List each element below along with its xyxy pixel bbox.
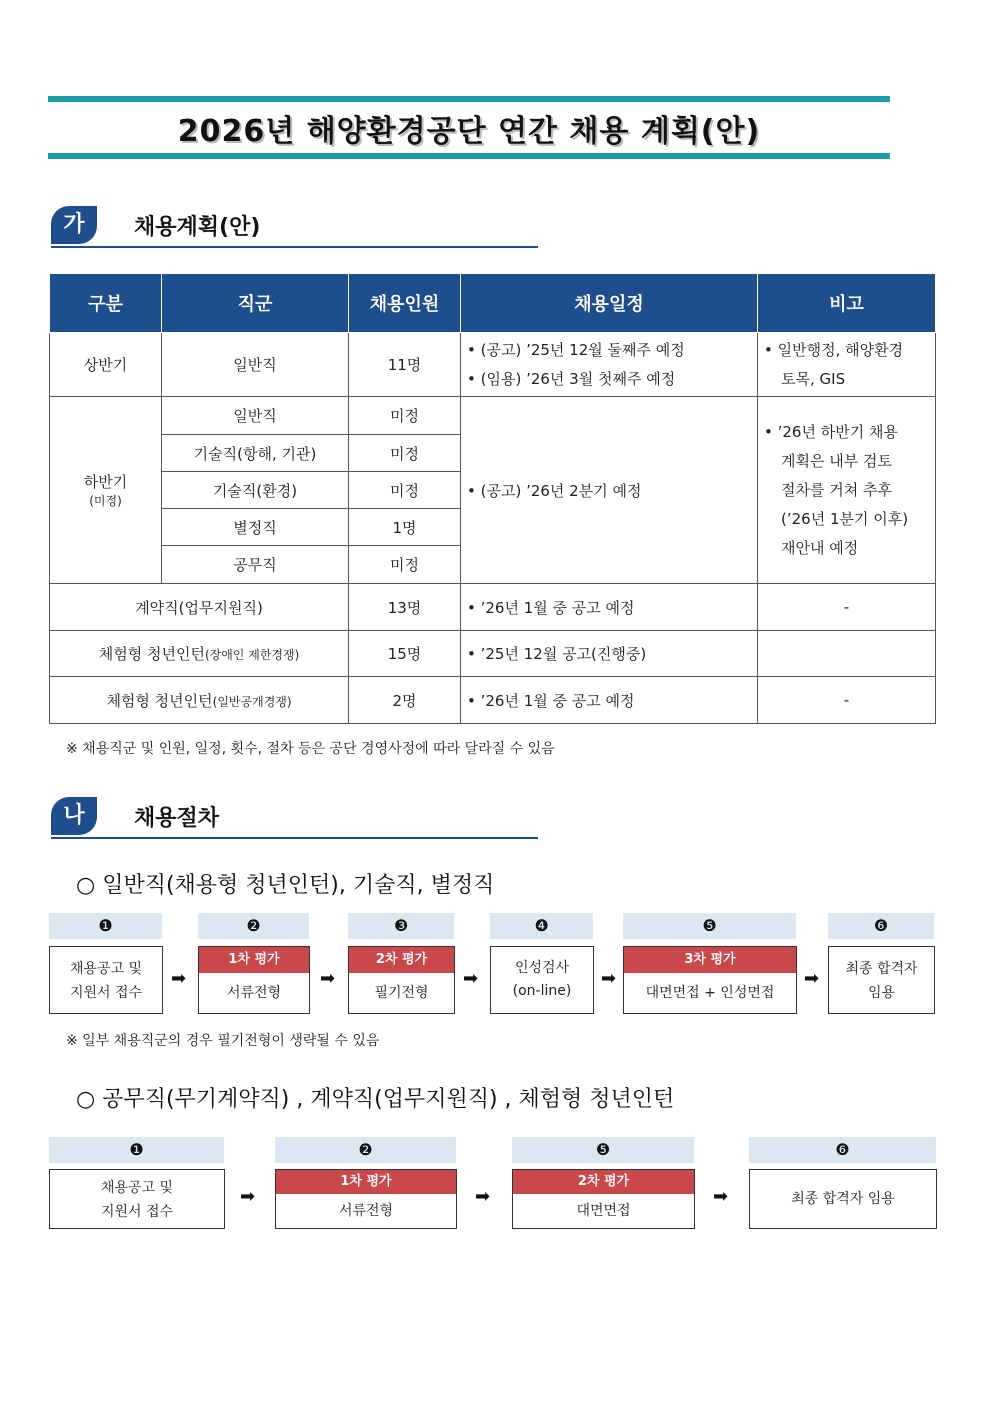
intern-open-note: -: [758, 677, 936, 724]
arrow-icon: ➡: [804, 968, 820, 989]
page-title: 2026년 해양환경공단 연간 채용 계획(안): [177, 114, 761, 149]
intern-open-count: 2명: [349, 677, 461, 724]
p1-step4-number: ❹: [490, 913, 593, 939]
section-a-badge: 가: [51, 206, 97, 244]
intern-disabled-label: 체험형 청년인턴(장애인 제한경쟁): [50, 631, 349, 677]
header-count: 채용인원: [349, 274, 461, 333]
p1-step2-number: ❷: [198, 913, 309, 939]
p1-step3-box: 2차 평가 필기전형: [348, 946, 455, 1014]
second-half-group: 기술직(항해, 기관): [162, 435, 349, 472]
second-half-group: 별정직: [162, 509, 349, 546]
hiring-plan-table: [49, 273, 936, 724]
p2-step2-number: ❷: [275, 1137, 456, 1163]
arrow-icon: ➡: [601, 968, 617, 989]
second-half-label: 하반기 (미정): [50, 397, 162, 584]
p1-step2-box: 1차 평가 서류전형: [198, 946, 310, 1014]
p1-step6-box: 최종 합격자 임용: [828, 946, 935, 1014]
table-row: [50, 677, 936, 724]
p2-step2-box: 1차 평가 서류전형: [275, 1169, 457, 1229]
table-footnote: ※ 채용직군 및 인원, 일정, 횟수, 절차 등은 공단 경영사정에 따라 달라질 수 있음: [66, 741, 555, 757]
arrow-icon: ➡: [320, 968, 336, 989]
header-category: 구분: [50, 274, 162, 333]
p1-step5-number: ❺: [623, 913, 796, 939]
second-half-schedule: • (공고) ’26년 2분기 예정: [461, 397, 758, 584]
p1-step5-box: 3차 평가 대면면접 + 인성면접: [623, 946, 797, 1014]
arrow-icon: ➡: [463, 968, 479, 989]
process1-heading: ○ 일반직(채용형 청년인턴), 기술직, 별정직: [76, 873, 495, 898]
arrow-icon: ➡: [713, 1186, 729, 1207]
section-b-title: 채용절차: [134, 806, 220, 831]
second-half-count: 미정: [349, 472, 461, 509]
second-half-count: 미정: [349, 546, 461, 584]
p2-step4-number: ❻: [749, 1137, 936, 1163]
table-row: [50, 333, 936, 397]
second-half-group: 공무직: [162, 546, 349, 584]
section-b-underline: [51, 837, 538, 839]
arrow-icon: ➡: [240, 1186, 256, 1207]
process1-footnote: ※ 일부 채용직군의 경우 필기전형이 생략될 수 있음: [66, 1033, 380, 1049]
first-half-label: 상반기: [50, 333, 162, 397]
p1-step1-box: 채용공고 및 지원서 접수: [49, 946, 163, 1014]
first-half-group: 일반직: [162, 333, 349, 397]
intern-disabled-note: [758, 631, 936, 677]
p2-step1-box: 채용공고 및 지원서 접수: [49, 1169, 225, 1229]
intern-open-schedule: • ’26년 1월 중 공고 예정: [461, 677, 758, 724]
header-schedule: 채용일정: [461, 274, 758, 333]
title-bottom-rule: [48, 153, 890, 159]
contract-count: 13명: [349, 584, 461, 631]
second-half-count: 미정: [349, 397, 461, 435]
p1-step3-number: ❸: [348, 913, 454, 939]
first-half-note: • 일반행정, 해양환경 토목, GIS: [758, 333, 936, 397]
table-row: [50, 397, 936, 435]
second-half-count: 미정: [349, 435, 461, 472]
intern-disabled-count: 15명: [349, 631, 461, 677]
header-note: 비고: [758, 274, 936, 333]
contract-schedule: • ’26년 1월 중 공고 예정: [461, 584, 758, 631]
intern-disabled-schedule: • ’25년 12월 공고(진행중): [461, 631, 758, 677]
section-a-title: 채용계획(안): [134, 215, 261, 240]
table-header-row: [50, 274, 936, 333]
second-half-group: 일반직: [162, 397, 349, 435]
first-half-count: 11명: [349, 333, 461, 397]
arrow-icon: ➡: [171, 968, 187, 989]
arrow-icon: ➡: [475, 1186, 491, 1207]
contract-note: -: [758, 584, 936, 631]
p2-step1-number: ❶: [49, 1137, 224, 1163]
p2-step4-box: 최종 합격자 임용: [749, 1169, 937, 1229]
section-a-underline: [51, 246, 538, 248]
contract-label: 계약직(업무지원직): [50, 584, 349, 631]
section-b-badge: 나: [51, 797, 97, 835]
second-half-count: 1명: [349, 509, 461, 546]
p2-step3-box: 2차 평가 대면면접: [512, 1169, 695, 1229]
p2-step3-number: ❺: [512, 1137, 694, 1163]
process2-heading: ○ 공무직(무기계약직) , 계약직(업무지원직) , 체험형 청년인턴: [76, 1087, 675, 1112]
table-row: [50, 584, 936, 631]
p1-step4-box: 인성검사 (on-line): [490, 946, 594, 1014]
second-half-note: • ’26년 하반기 채용 계획은 내부 검토 절차를 거쳐 추후 (’26년 1분기 이후) 재안내 예정: [758, 397, 936, 584]
p1-step6-number: ❻: [828, 913, 934, 939]
title-top-rule: [48, 96, 890, 102]
table-row: [50, 631, 936, 677]
second-half-group: 기술직(환경): [162, 472, 349, 509]
header-group: 직군: [162, 274, 349, 333]
first-half-schedule: • (공고) ’25년 12월 둘째주 예정 • (임용) ’26년 3월 첫째주 예정: [461, 333, 758, 397]
intern-open-label: 체험형 청년인턴(일반공개경쟁): [50, 677, 349, 724]
p1-step1-number: ❶: [49, 913, 162, 939]
